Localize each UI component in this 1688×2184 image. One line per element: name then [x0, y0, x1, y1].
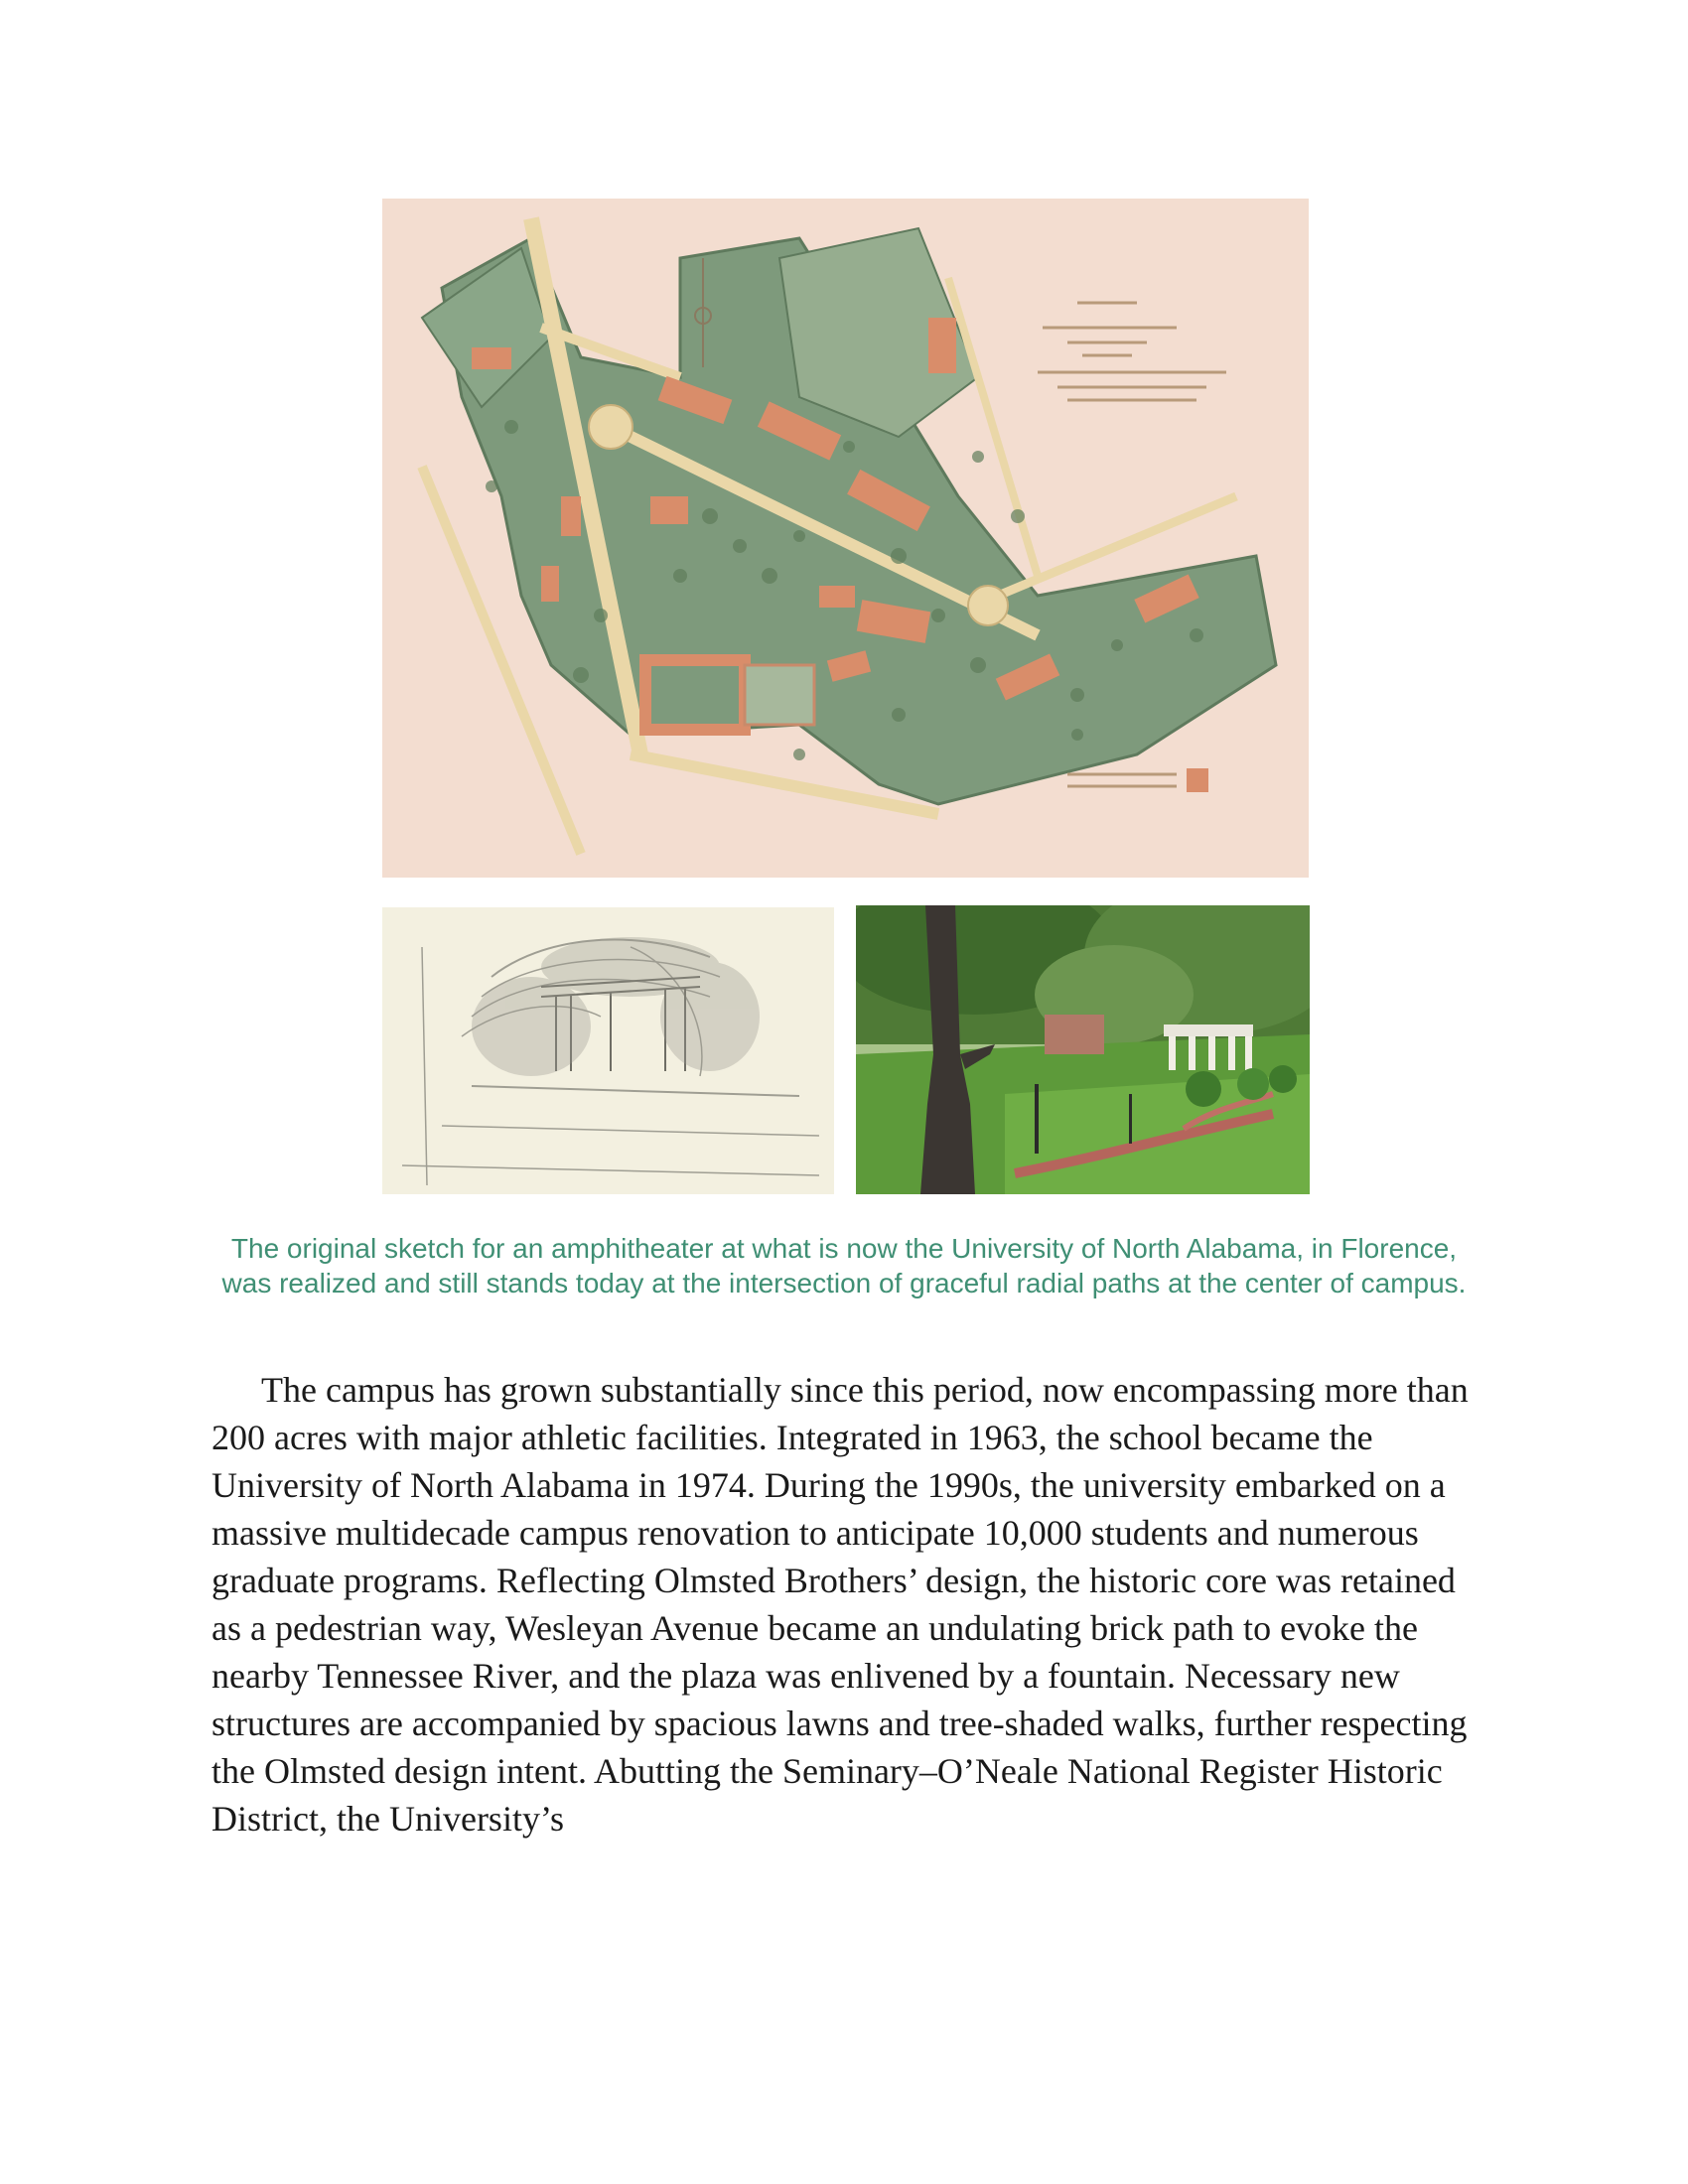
body-paragraph: The campus has grown substantially since this period, now encompassing more than 200 acres with major athletic facilities. Integrated in 1963, the school became the University of North Alabama in 1974. During the 1990s, the university embarked on a massive multidecade campus renovation to anticipate 10,000 students and numerous graduate programs. Reflecting Olmsted Brothers’ design, the historic core was retained as a pedestrian way, Wesleyan Avenue became an undulating brick path to evoke the nearby Tennessee River, and the plaza was enlivened by a fountain. Necessary new structures are accompanied by spacious lawns and tree-shaded walks, further respecting the Olmsted design intent. Abutting the Seminary–O’Neale National Register Historic District, the University’s — [211, 1370, 1469, 1839]
campus-plan-drawing — [382, 199, 1309, 878]
amphitheater-photo-image — [856, 905, 1310, 1194]
figure-caption: The original sketch for an amphitheater at what is now the University of North Alabama, in Florence, was realized and still stands today at the intersection of graceful radial paths at the center of campus. — [221, 1233, 1467, 1298]
amphitheater-sketch-image — [382, 907, 834, 1194]
campus-plan-image — [382, 199, 1309, 878]
amphitheater-pencil-sketch — [382, 907, 834, 1194]
amphitheater-photo — [856, 905, 1310, 1194]
